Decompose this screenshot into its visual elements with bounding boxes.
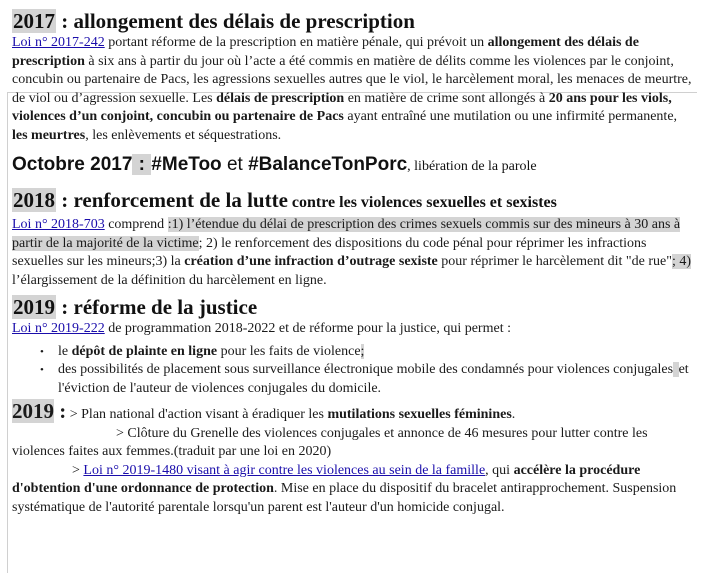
measures-list xyxy=(12,343,696,399)
heading-2017-prescription xyxy=(12,8,696,34)
year-highlight: 2019 xyxy=(12,399,54,423)
list-item xyxy=(58,361,696,398)
text: > Plan national d'action visant à éradiquer les xyxy=(66,407,328,422)
heading-octobre-2017-metoo xyxy=(12,152,696,180)
year-highlight: 2017 xyxy=(13,9,55,33)
bold-text: création d’une infraction d’outrage sexiste xyxy=(184,254,438,269)
paragraph-loi-2019-1480 xyxy=(12,462,696,518)
heading-text: : allongement des délais de prescription xyxy=(56,9,415,33)
bold-text: délais de prescription xyxy=(216,90,345,106)
text: ayant entraîné une mutilation ou une infirmité permanente, xyxy=(343,109,678,124)
marked-text: ; 4) xyxy=(671,254,692,269)
heading-subtext: contre les violences sexuelles et sexistes xyxy=(287,194,557,211)
heading-colon: : xyxy=(54,399,67,423)
text: . Mise en place du dispositif du bracelet antirapprochement. Suspension systématique de l'autorité parentale lorsqu'un parent est l'auteur d'un homicide conjugal. xyxy=(12,481,677,515)
heading-2019-justice xyxy=(12,294,696,320)
paragraph-2019-justice xyxy=(12,320,696,339)
text: comprend xyxy=(104,217,168,232)
bold-text: les meurtres xyxy=(12,127,86,143)
text: de programmation 2018-2022 et de réforme pour la justice, qui permet : xyxy=(104,321,511,336)
paragraph-grenelle xyxy=(12,425,696,462)
text: pour réprimer le harcèlement dit "de rue" xyxy=(437,254,672,269)
year-highlight: 2019 xyxy=(13,295,55,319)
list-item xyxy=(58,343,696,362)
year-highlight: 2018 xyxy=(13,188,55,212)
link-loi-2017-242[interactable]: Loi n° 2017-242 xyxy=(12,35,105,50)
text: portant réforme de la prescription en matière pénale, qui prévoit un xyxy=(104,35,488,50)
bold-text: 20 ans pour les viols, violences d’un conjoint, concubin ou partenaire de Pacs xyxy=(12,90,672,124)
marked-text: ; xyxy=(360,343,365,359)
text: , les enlèvements et séquestrations. xyxy=(85,127,282,143)
text: des possibilités de placement sous surveillance électronique mobile des condamnés pour violences conjugales xyxy=(58,362,674,377)
date-text: Octobre 2017 xyxy=(12,154,133,175)
text: et l'éviction de l'auteur de violences conjugales du domicile. xyxy=(58,362,689,396)
hashtag-balancetonporc: #BalanceTonPorc xyxy=(248,154,408,175)
paragraph-2017 xyxy=(12,34,696,145)
link-loi-2019-1480[interactable]: Loi n° 2019-1480 visant à agir contre les violences au sein de la famille xyxy=(83,462,486,478)
link-loi-2019-222[interactable]: Loi n° 2019-222 xyxy=(12,321,105,336)
bold-text: accélère la procédure d'obtention d'une ordonnance de protection xyxy=(12,462,641,496)
paragraph-2019-plan xyxy=(12,399,696,425)
bold-text: mutilations sexuelles féminines xyxy=(327,407,512,422)
connector-text: et xyxy=(221,154,249,175)
colon-highlight: : xyxy=(133,154,151,175)
link-loi-2018-703[interactable]: Loi n° 2018-703 xyxy=(12,217,105,232)
text: pour les faits de violence xyxy=(217,343,361,359)
bold-text: allongement des délais de prescription xyxy=(12,35,639,69)
subtitle-text: , libération de la parole xyxy=(407,159,537,174)
text: à six ans à partir du jour où l’acte a été commis en matière de délits comme les violences par le conjoint, concubin ou partenaire de Pacs, les agressions sexuelles autres que le viol, le harcèlement moral, les menaces de meurtre, de viol ou d’agression sexuelle. Les xyxy=(12,53,692,106)
text: , qui xyxy=(485,462,514,478)
text: > Clôture du Grenelle des violences conjugales et annonce de 46 mesures pour lutter contre les violences faites aux femmes.(traduit par une loi en 2020) xyxy=(12,425,648,459)
bold-text: dépôt de plainte en ligne xyxy=(71,343,218,359)
text: en matière de crime sont allongés à xyxy=(344,90,549,106)
paragraph-2018 xyxy=(12,216,696,290)
heading-text: : renforcement de la lutte xyxy=(56,188,288,212)
text: ;3) la xyxy=(151,254,185,269)
text: > xyxy=(72,462,84,478)
hashtag-metoo: #MeToo xyxy=(151,154,222,175)
document-page xyxy=(12,8,696,517)
marked-text: :1) l’étendue du délai de prescription des crimes sexuels commis sur des mineurs à 30 ans à partir de la majorité de la victime xyxy=(12,217,681,251)
text: le xyxy=(58,343,72,359)
text: ; 2) le renforcement des dispositions du code pénal pour réprimer les infractions sexuelles sur les mineurs xyxy=(12,235,647,269)
text: . xyxy=(511,407,516,422)
heading-text: : réforme de la justice xyxy=(56,295,258,319)
heading-2018-lutte xyxy=(12,187,696,216)
text: l’élargissement de la définition du harcèlement en ligne. xyxy=(12,272,327,288)
